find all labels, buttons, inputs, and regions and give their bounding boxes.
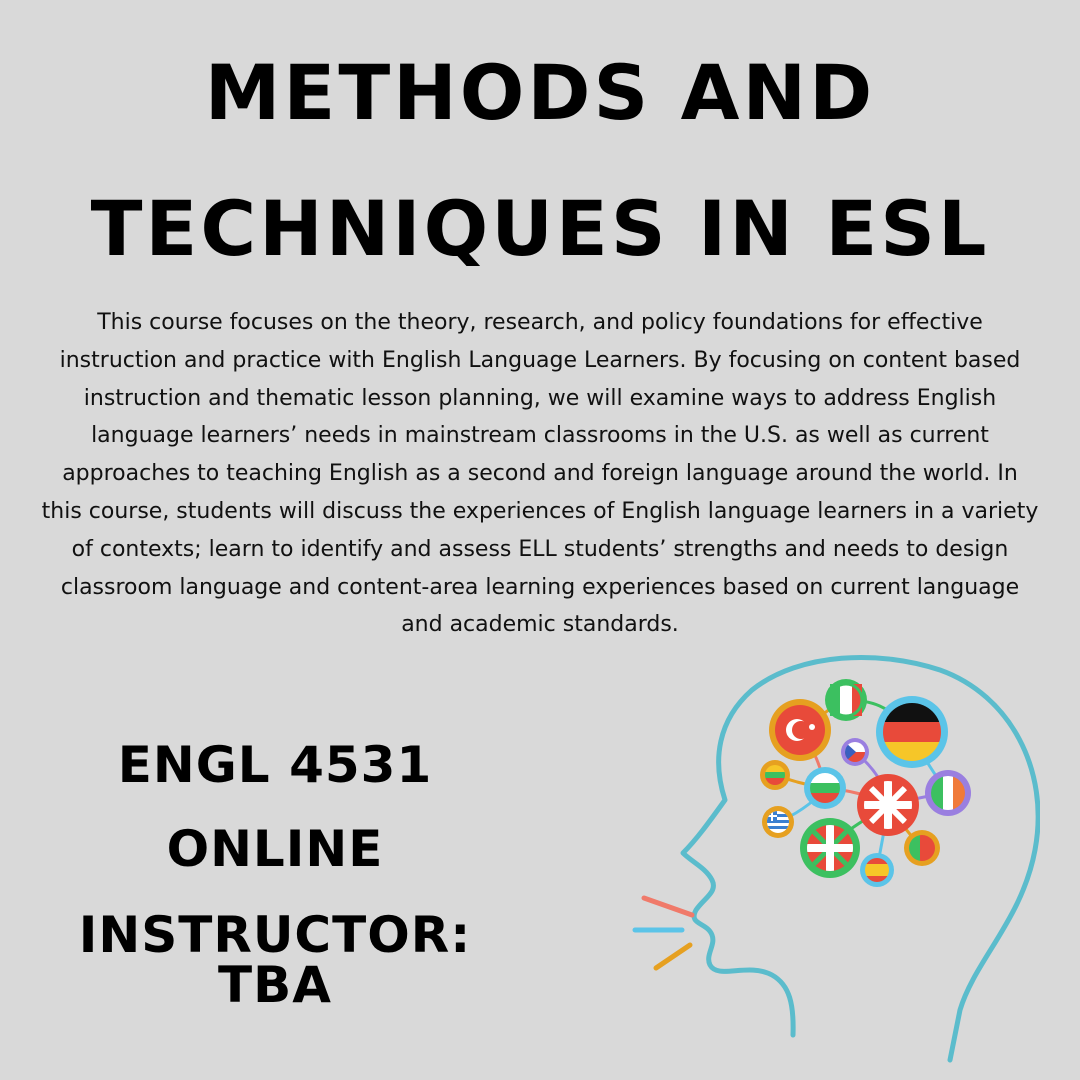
germany-flag-icon	[876, 696, 948, 768]
italy-flag-icon	[825, 679, 867, 721]
speech-line-icon	[644, 898, 692, 915]
lithuania-flag-icon	[760, 760, 790, 790]
bulgaria-flag-icon	[804, 767, 846, 809]
speech-line-icon	[656, 945, 690, 968]
head-outline-icon	[683, 657, 1038, 1060]
title-line-1: METHODS AND	[204, 48, 876, 137]
basque-flag-icon	[800, 818, 860, 878]
course-description: This course focuses on the theory, research, and policy foundations for effective instruction and practice with English Language Learners. By focusing on content based instruction and thematic lesson planning, we will examine ways to address English language learners’ needs in mainstream classrooms in the U.S. as well as current approaches to teaching English as a second and foreign language around the world. In this course, students will discuss the experiences of English language learners in a variety of contexts; learn to identify and assess ELL students’ strengths and needs to design classroom language and content-area learning experiences based on current language and academic standards.	[41, 310, 1039, 638]
spain-flag-icon	[860, 853, 894, 887]
ireland-flag-icon	[925, 770, 971, 816]
course-instructor: INSTRUCTOR: TBA	[78, 906, 472, 1014]
czech-flag-icon	[841, 738, 869, 766]
head-illustration	[620, 650, 1040, 1070]
title-line-2: TECHNIQUES IN ESL	[90, 184, 990, 273]
uk-flag-icon	[857, 774, 919, 836]
portugal-flag-icon	[904, 830, 940, 866]
course-code: ENGL 4531	[117, 736, 433, 794]
turkey-flag-icon	[769, 699, 831, 761]
course-format: ONLINE	[166, 820, 384, 878]
greece-flag-icon	[762, 806, 794, 838]
